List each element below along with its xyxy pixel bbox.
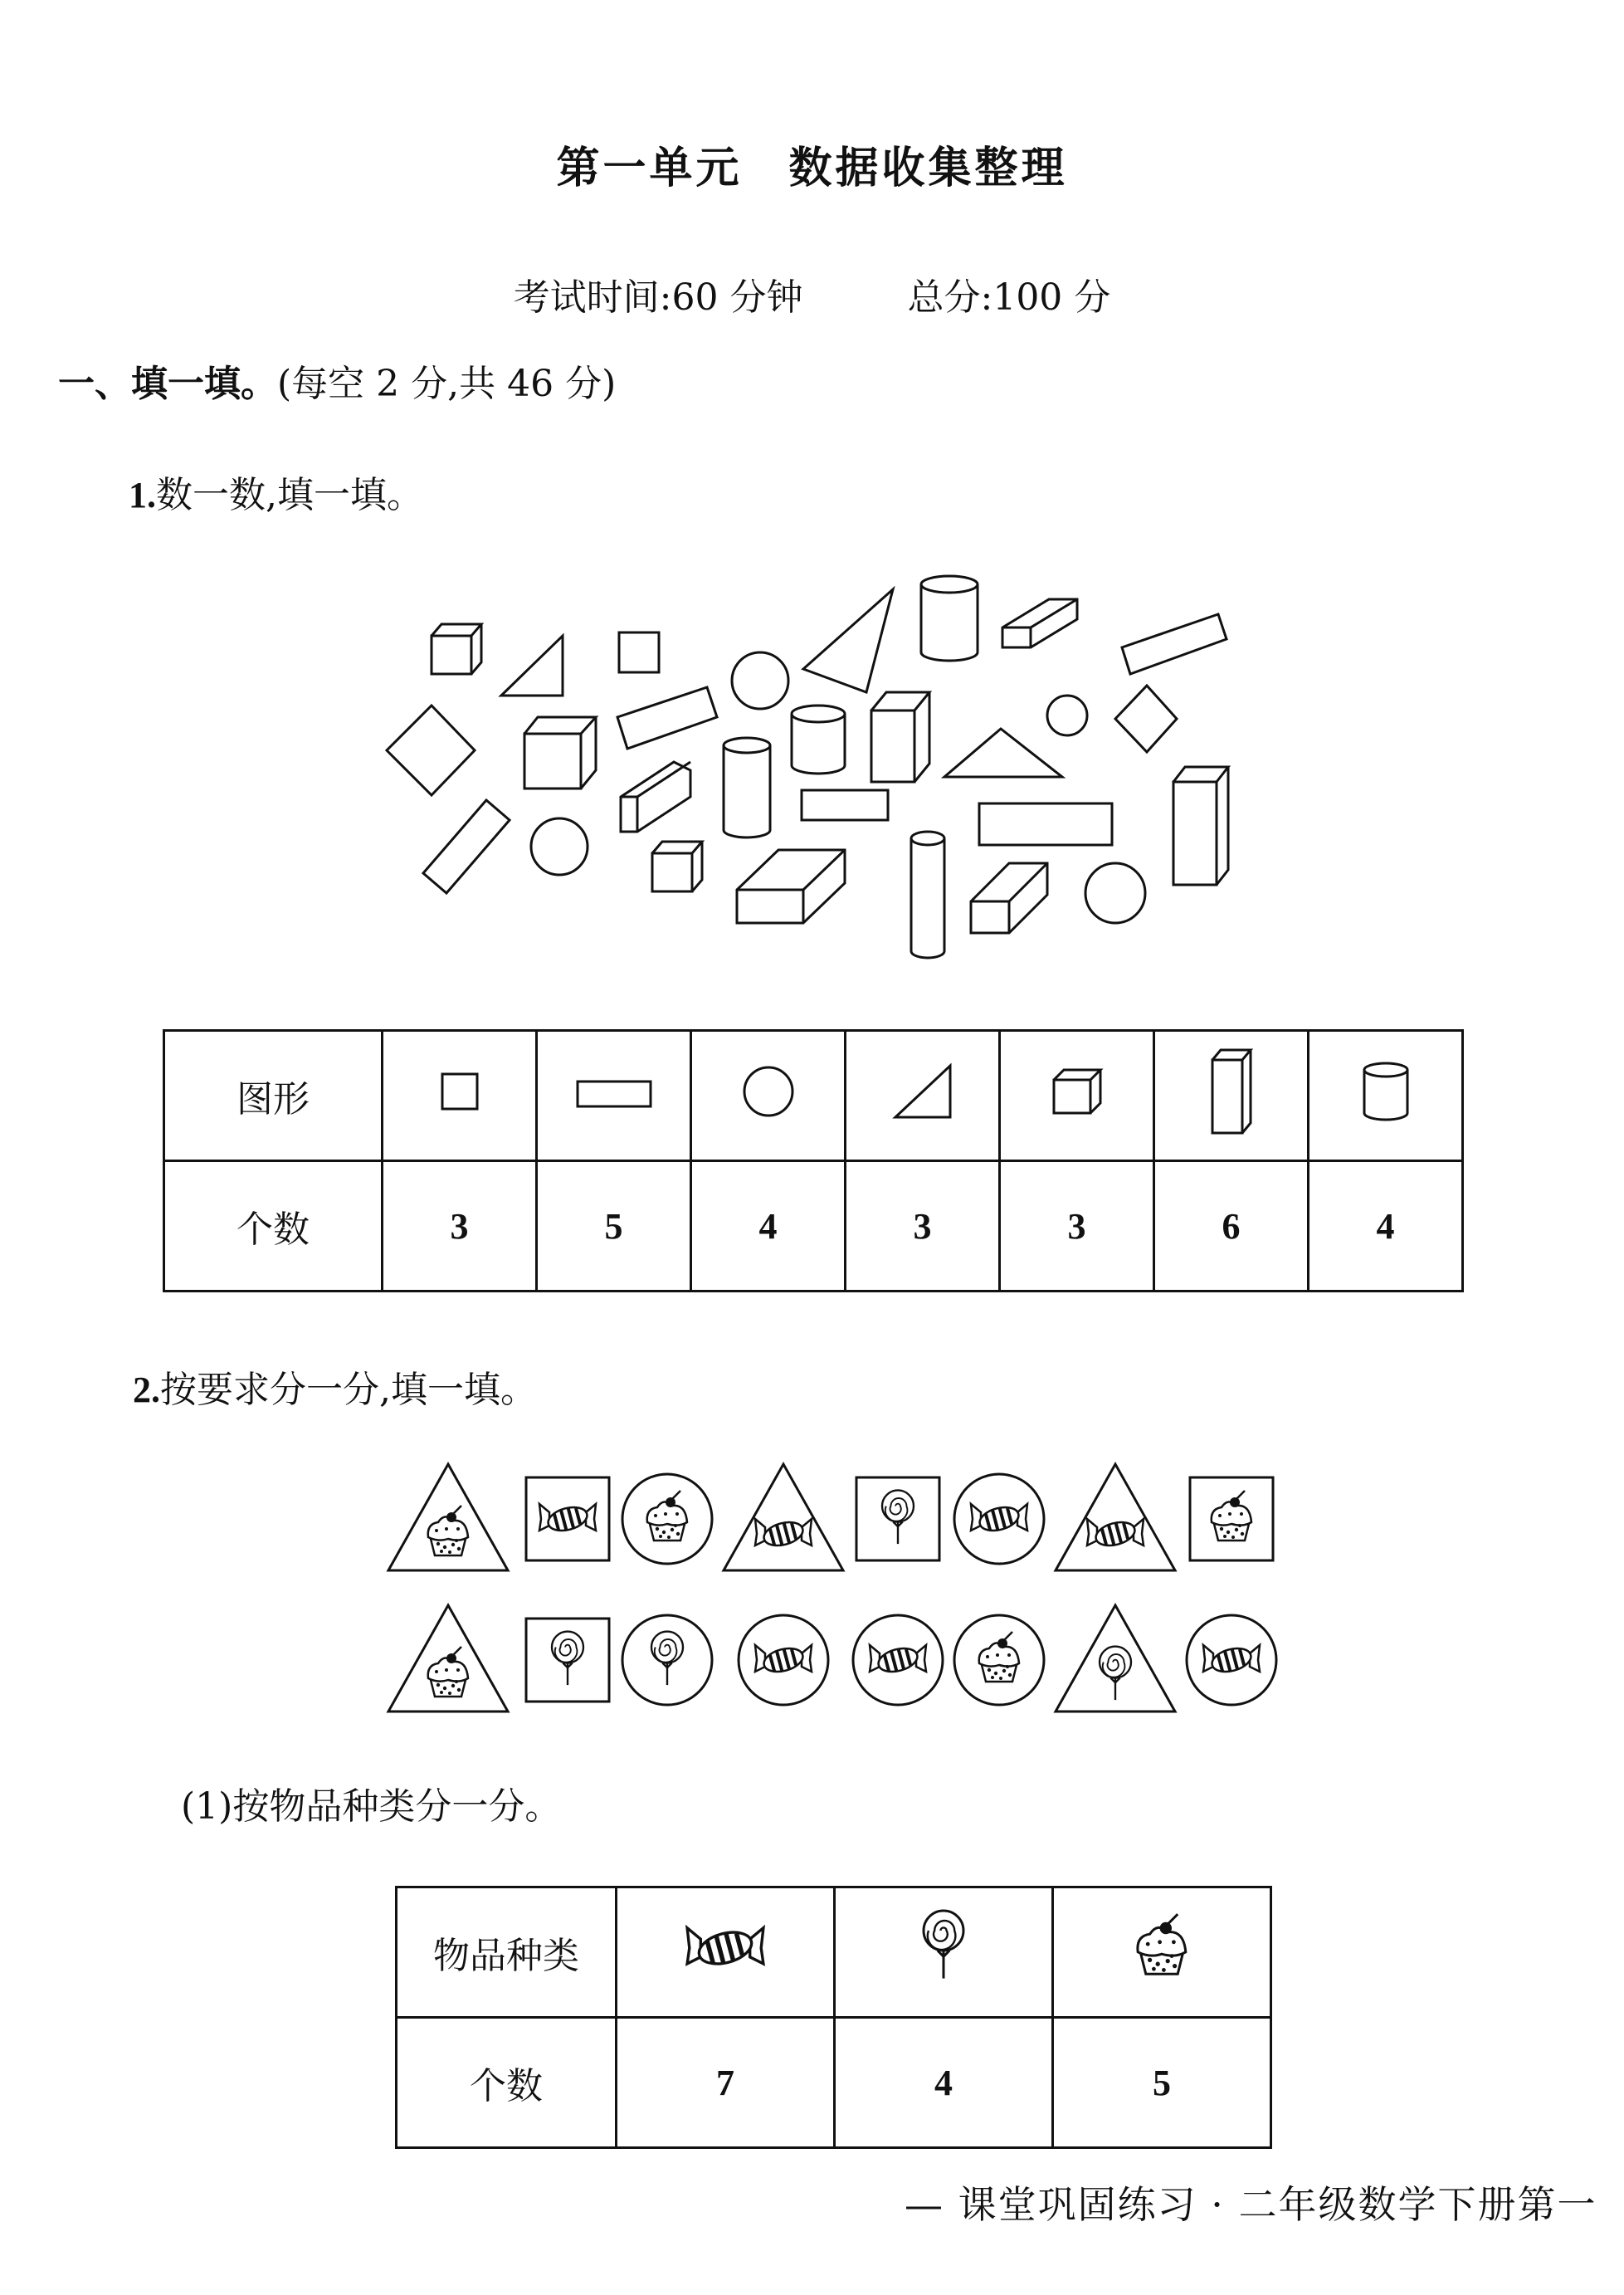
candy-in-circle [853,1615,943,1705]
kind-row [397,1887,1271,2018]
kind-row-header: 物品种类 [397,1887,617,2018]
section-1-note: (每空 2 分,共 46 分) [277,363,617,405]
rectangle-count: 5 [537,1161,691,1292]
kind-count-row [397,2018,1271,2148]
exam-score: 总分:100 分 [907,276,1111,319]
kind-count-header: 个数 [397,2018,617,2148]
candy-in-circle [1187,1615,1276,1705]
question-1-text: 数一数,填一填。 [156,474,423,516]
cuboid-count: 6 [1154,1161,1309,1292]
triangle-count: 3 [846,1161,1000,1292]
candy-icon [617,1887,835,2018]
cupcake-in-circle [622,1474,712,1564]
cupcake-icon [1053,1887,1271,2018]
cube-count: 3 [1000,1161,1154,1292]
square-count: 3 [383,1161,537,1292]
circle-count: 4 [691,1161,846,1292]
lollipop-icon [835,1887,1053,2018]
page-title: 第一单元 数据收集整理 [556,143,1068,193]
lollipop-count: 4 [835,2018,1053,2148]
candy-count: 7 [617,2018,835,2148]
section-1-label: 一、填一填。 [58,363,277,405]
cupcake-in-triangle [388,1464,508,1570]
shape-row-header: 图形 [164,1031,383,1161]
candy-in-circle [954,1474,1044,1564]
lollipop-in-circle [622,1615,712,1705]
lollipop-in-triangle [1056,1605,1175,1711]
candy-in-square [526,1477,609,1560]
question-2-number: 2. [133,1370,160,1410]
question-2-text: 按要求分一分,填一填。 [160,1369,537,1411]
page-footer: — 课堂巩固练习 · 二年级数学下册第一 [905,2182,1597,2227]
candy-in-circle [739,1615,828,1705]
item-kind-table [395,1886,1272,2149]
triangle-frame [1056,1464,1175,1570]
count-row-header: 个数 [164,1161,383,1292]
lollipop-in-square [856,1477,939,1560]
candy-in-triangle [1056,1464,1175,1570]
sub-question-1: (1)按物品种类分一分。 [181,1785,562,1828]
cupcake-count: 5 [1053,2018,1271,2148]
cupcake-in-triangle [388,1605,508,1711]
cupcake-in-square [1190,1477,1273,1560]
exam-time: 考试时间:60 分钟 [513,276,803,319]
candy-in-triangle [724,1464,843,1570]
triangle-frame [724,1464,843,1570]
cupcake-in-circle [954,1615,1044,1705]
cylinder-count: 4 [1309,1161,1463,1292]
question-1-number: 1. [129,475,156,515]
lollipop-in-square [526,1619,609,1702]
